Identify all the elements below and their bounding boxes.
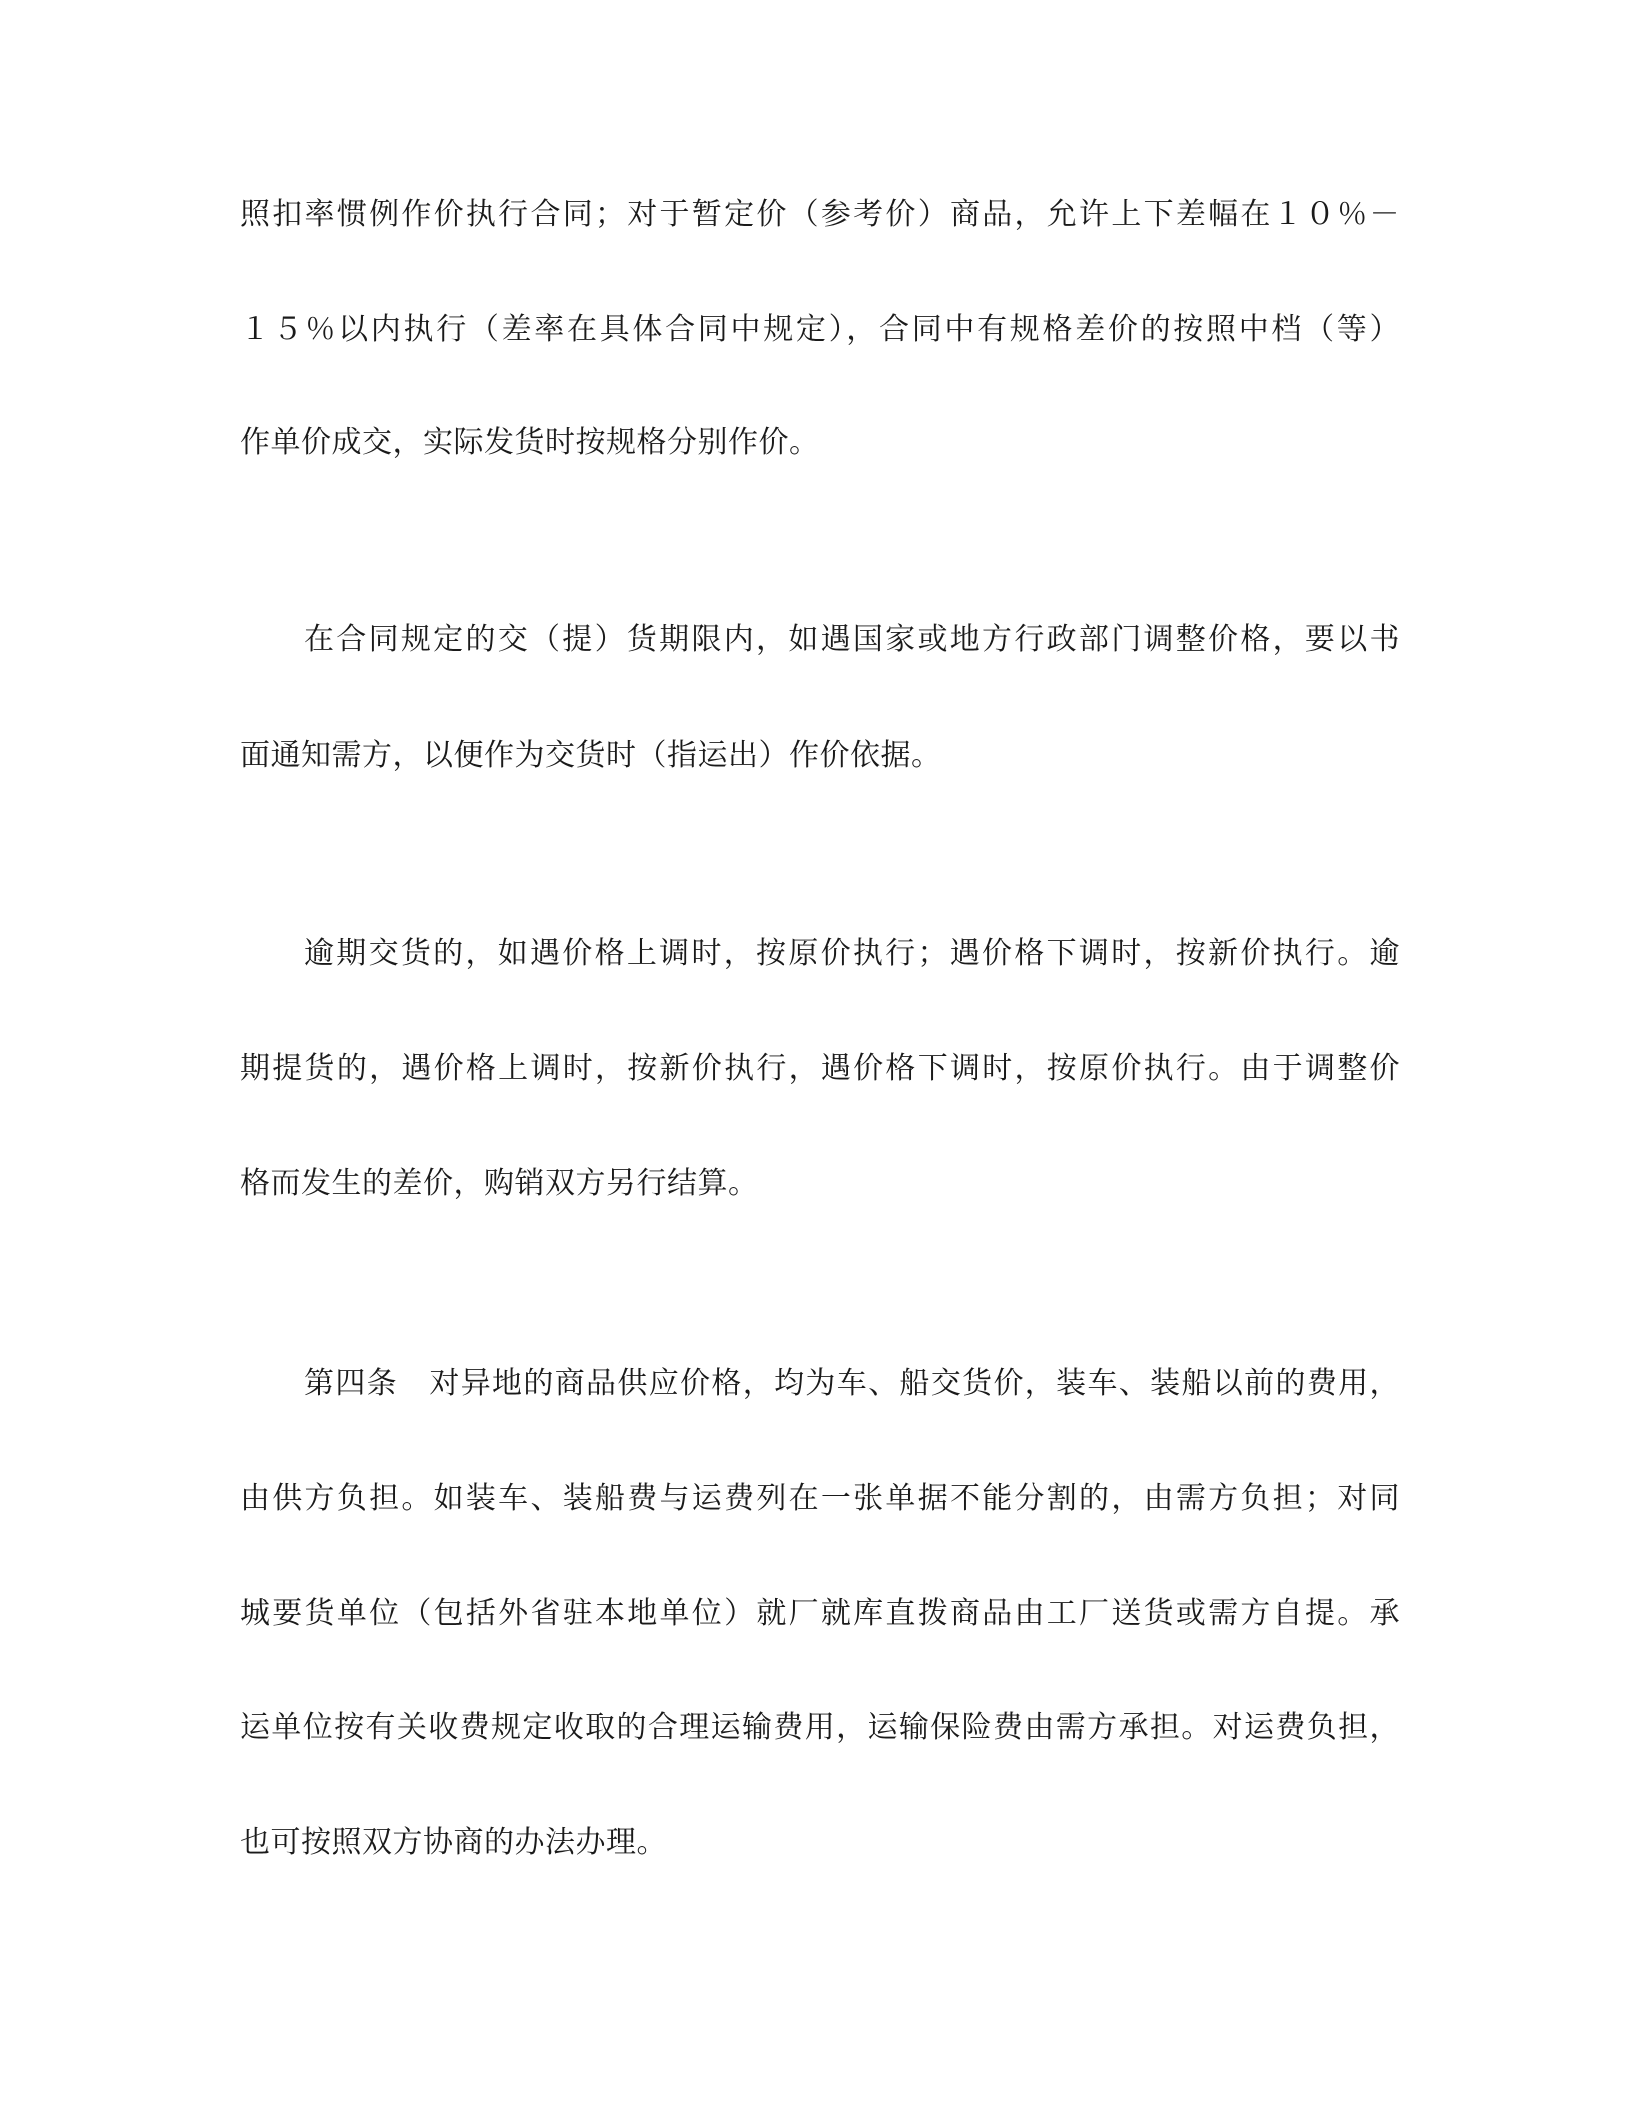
paragraph-2-line-2: 面通知需方，以便作为交货时（指运出）作价依据。 <box>240 738 942 773</box>
paragraph-3-line-1: 逾期交货的，如遇价格上调时，按原价执行；遇价格下调时，按新价执行。逾 <box>304 936 1400 971</box>
paragraph-4-line-5: 也可按照双方协商的办法办理。 <box>240 1825 667 1860</box>
paragraph-1-line-2: １５％以内执行（差率在具体合同中规定），合同中有规格差价的按照中档（等） <box>240 312 1400 347</box>
paragraph-1-line-3: 作单价成交，实际发货时按规格分别作价。 <box>240 425 820 460</box>
paragraph-4-line-3: 城要货单位（包括外省驻本地单位）就厂就库直拨商品由工厂送货或需方自提。承 <box>240 1596 1400 1631</box>
paragraph-3-line-2: 期提货的，遇价格上调时，按新价执行，遇价格下调时，按原价执行。由于调整价 <box>240 1051 1400 1086</box>
paragraph-4-line-4: 运单位按有关收费规定收取的合理运输费用，运输保险费由需方承担。对运费负担， <box>240 1710 1400 1745</box>
paragraph-3-line-3: 格而发生的差价，购销双方另行结算。 <box>240 1166 759 1201</box>
paragraph-4-line-2: 由供方负担。如装车、装船费与运费列在一张单据不能分割的，由需方负担；对同 <box>240 1481 1400 1516</box>
paragraph-4-line-1: 第四条 对异地的商品供应价格，均为车、船交货价，装车、装船以前的费用， <box>304 1366 1400 1401</box>
paragraph-2-line-1: 在合同规定的交（提）货期限内，如遇国家或地方行政部门调整价格，要以书 <box>304 622 1400 657</box>
paragraph-1-line-1: 照扣率惯例作价执行合同；对于暂定价（参考价）商品，允许上下差幅在１０％－ <box>240 197 1400 232</box>
